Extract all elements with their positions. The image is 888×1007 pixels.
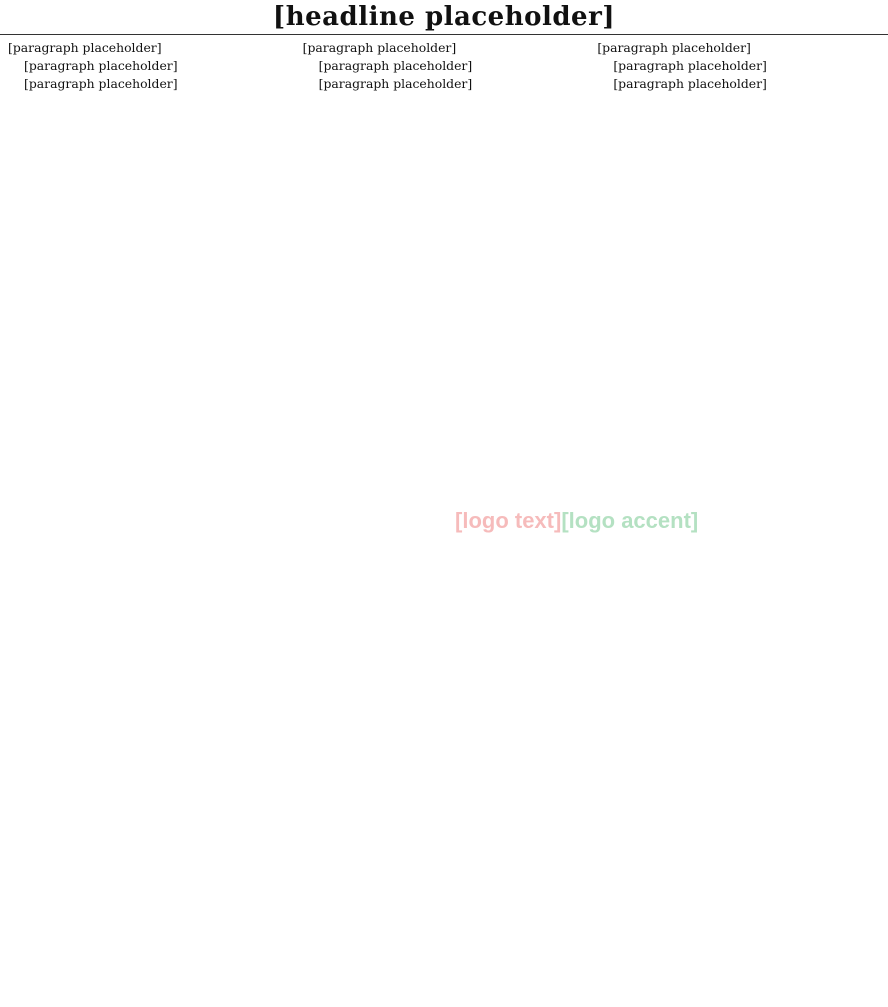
article-paragraph: [paragraph placeholder] — [597, 40, 751, 55]
article-paragraph: [paragraph placeholder] — [318, 58, 473, 74]
column-2 — [303, 40, 586, 1003]
article-body — [8, 40, 880, 1003]
watermark-main: [logo text] — [455, 508, 562, 533]
article-paragraph: [paragraph placeholder] — [24, 58, 178, 74]
article-paragraph: [paragraph placeholder] — [302, 40, 457, 55]
article-paragraph: [paragraph placeholder] — [24, 76, 178, 92]
headline-bar — [0, 0, 888, 35]
article-paragraph: [paragraph placeholder] — [8, 40, 162, 55]
article-paragraph: [paragraph placeholder] — [318, 76, 473, 92]
column-3 — [597, 40, 880, 1003]
watermark-accent: [logo accent] — [561, 508, 699, 533]
article-headline: [headline placeholder] — [272, 2, 616, 32]
article-paragraph: [paragraph placeholder] — [613, 58, 767, 74]
column-1 — [8, 40, 291, 1003]
article-paragraph: [paragraph placeholder] — [613, 76, 767, 92]
